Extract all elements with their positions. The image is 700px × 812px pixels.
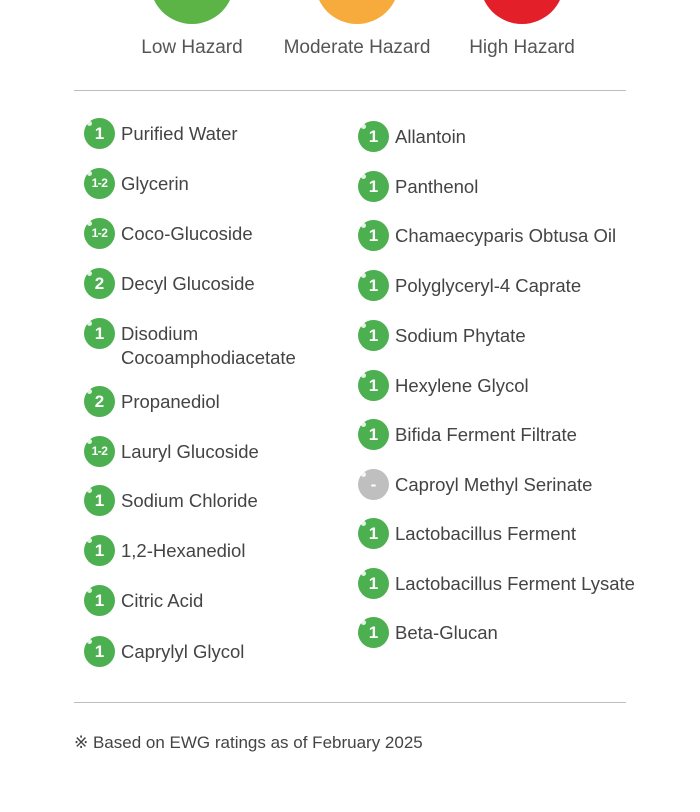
ingredient-name-line: Lactobacillus Ferment [395, 523, 576, 544]
ingredient-name-line: Propanediol [121, 391, 220, 412]
ingredient-name [121, 539, 245, 563]
ewg-grade-badge-icon: 1 [84, 485, 115, 516]
ingredient-name-line: Bifida Ferment Filtrate [395, 424, 577, 445]
ingredient-name [395, 522, 576, 546]
ingredient-name [395, 324, 526, 348]
ewg-grade-badge-icon: 1 [84, 535, 115, 566]
ingredient-name [121, 489, 258, 513]
ingredient-name [121, 390, 220, 414]
moderate-hazard-circle-icon [315, 0, 399, 24]
hazard-legend [0, 0, 700, 70]
ewg-grade-badge-icon: 1 [84, 118, 115, 149]
ingredient-name-line: Chamaecyparis Obtusa Oil [395, 225, 617, 246]
ewg-grade-badge-icon: 1 [358, 419, 389, 450]
legend-label: Low Hazard [141, 37, 243, 58]
ingredient-name [395, 125, 466, 149]
ingredient-name-line: Lauryl Glucoside [121, 441, 259, 462]
ewg-grade-badge-icon: 1 [358, 171, 389, 202]
ingredient-name [121, 589, 203, 613]
ewg-grade-badge-icon: 1 [358, 370, 389, 401]
ingredient-name-line: Decyl Glucoside [121, 273, 255, 294]
ingredient-name-line: Sodium Phytate [395, 325, 526, 346]
ewg-grade-badge-icon: 2 [84, 386, 115, 417]
ingredient-name [395, 473, 592, 497]
ewg-grade-badge-icon: 1 [358, 320, 389, 351]
ingredient-name-line: Disodium [121, 323, 199, 344]
high-hazard-circle-icon [480, 0, 564, 24]
legend-label: Moderate Hazard [283, 37, 431, 58]
ewg-grade-badge-icon: 1 [358, 121, 389, 152]
ingredient-name-line: Beta-Glucan [395, 622, 498, 643]
ewg-grade-badge-icon: 1-2 [84, 168, 115, 199]
ingredient-name [395, 274, 581, 298]
ingredient-name-line: Cocoamphodiacetate [121, 347, 296, 368]
ewg-grade-badge-icon: 1-2 [84, 436, 115, 467]
ingredient-name [121, 222, 253, 246]
ingredient-name-line: Coco-Glucoside [121, 223, 253, 244]
ingredient-name-line: Caprylyl Glycol [121, 641, 245, 662]
ewg-grade-badge-icon: 1 [84, 636, 115, 667]
ingredient-name-line: Citric Acid [121, 590, 204, 611]
ewg-grade-badge-icon: 1 [358, 270, 389, 301]
ingredient-name [121, 272, 255, 296]
ewg-grade-badge-icon: 1 [358, 568, 389, 599]
ewg-footnote: ※ Based on EWG ratings as of February 2025 [74, 733, 423, 752]
ewg-grade-badge-icon: - [358, 469, 389, 500]
ewg-grade-badge-icon: 1-2 [84, 218, 115, 249]
ewg-grade-badge-icon: 1 [358, 220, 389, 251]
ingredient-name-line: 1,2-Hexanediol [121, 540, 246, 561]
ingredient-name [121, 122, 238, 146]
ingredient-name-line: Polyglyceryl-4 Caprate [395, 275, 582, 296]
low-hazard-circle-icon [150, 0, 234, 24]
ingredient-name-line: Lactobacillus Ferment Lysate [395, 573, 635, 594]
ingredient-name-line: Allantoin [395, 126, 466, 147]
ewg-grade-badge-icon: 1 [358, 617, 389, 648]
ingredient-name-line: Sodium Chloride [121, 490, 258, 511]
top-divider [74, 90, 626, 91]
ewg-grade-badge-icon: 2 [84, 268, 115, 299]
ewg-grade-badge-icon: 1 [358, 518, 389, 549]
ingredient-name-line: Hexylene Glycol [395, 375, 529, 396]
ingredient-name-line: Caproyl Methyl Serinate [395, 474, 593, 495]
ingredient-name-line: Glycerin [121, 173, 189, 194]
ingredient-name [395, 374, 529, 398]
ingredient-name [395, 572, 635, 596]
legend-label: High Hazard [469, 37, 575, 58]
ingredient-name-line: Purified Water [121, 123, 238, 144]
bottom-divider [74, 702, 626, 703]
ingredient-name [121, 322, 296, 370]
ingredient-name [395, 621, 498, 645]
ewg-grade-badge-icon: 1 [84, 318, 115, 349]
ingredient-name [395, 423, 577, 447]
ingredient-name [121, 640, 244, 664]
ingredient-name [395, 175, 478, 199]
ingredient-name [121, 440, 259, 464]
ingredient-name [395, 224, 616, 248]
ewg-grade-badge-icon: 1 [84, 585, 115, 616]
ingredient-name-line: Panthenol [395, 176, 479, 197]
ingredient-name [121, 172, 189, 196]
